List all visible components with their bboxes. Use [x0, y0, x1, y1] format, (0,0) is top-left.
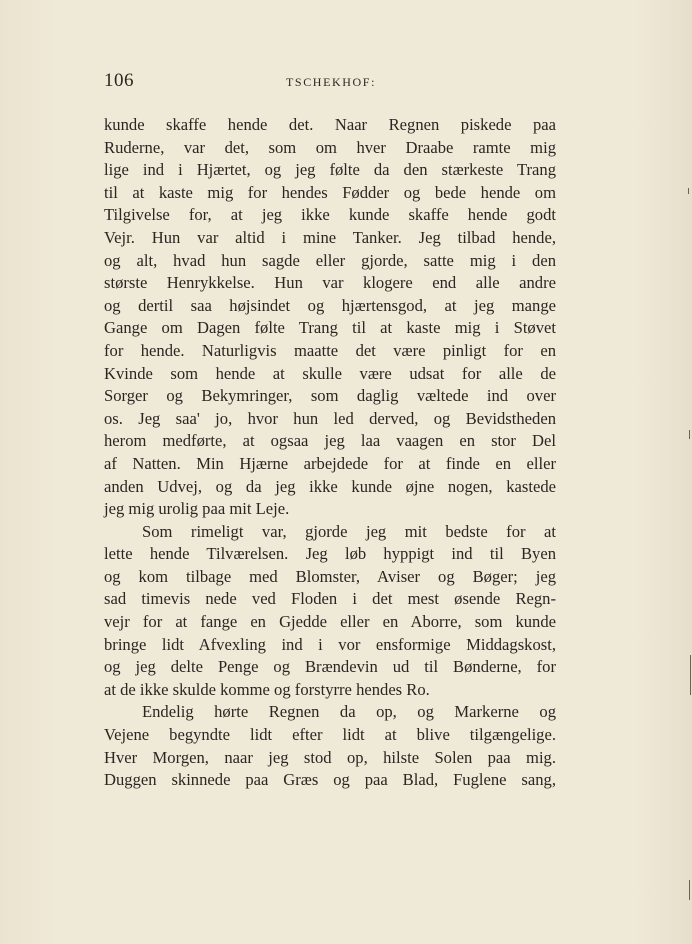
text-line: Tilgivelse for, at jeg ikke kunde skaffe hende godt — [104, 205, 556, 225]
text-line: anden Udvej, og da jeg ikke kunde øjne nogen, kastede — [104, 476, 556, 496]
text-line: kunde skaffe hende det. Naar Regnen piskede paa — [104, 115, 556, 134]
text-line: Sorger og Bekymringer, som daglig væltede ind over — [104, 386, 556, 406]
text-line: af Natten. Min Hjærne arbejdede for at finde en eller — [104, 453, 556, 473]
text-line: og alt, hvad hun sagde eller gjorde, satte mig i den — [104, 250, 556, 270]
scan-edge-mark — [688, 188, 689, 194]
scan-edge-mark — [689, 430, 690, 439]
page-header — [104, 70, 556, 100]
text-line: og kom tilbage med Blomster, Aviser og Bøger; jeg — [104, 566, 556, 586]
text-line: største Henrykkelse. Hun var klogere end alle andre — [104, 273, 556, 293]
text-line: til at kaste mig for hendes Fødder og bede hende om — [104, 182, 556, 202]
page-number: 106 — [104, 70, 134, 91]
text-line: lige ind i Hjærtet, og jeg følte da den stærkeste Trang — [104, 160, 556, 180]
body-text — [104, 114, 556, 792]
text-line: og jeg delte Penge og Brændevin ud til Bønderne, for — [104, 657, 556, 677]
text-line: Som rimeligt var, gjorde jeg mit bedste for at — [142, 521, 556, 541]
text-line: og dertil saa højsindet og hjærtensgod, at jeg mange — [104, 295, 556, 315]
text-line: Endelig hørte Regnen da op, og Markerne og — [142, 702, 556, 722]
text-line: Vejene begyndte lidt efter lidt at blive tilgængelige. — [104, 725, 556, 745]
text-line: bringe lidt Afvexling ind i vor ensformige Middagskost, — [104, 634, 556, 654]
text-line: Ruderne, var det, som om hver Draabe ramte mig — [104, 137, 556, 157]
text-line: Duggen skinnede paa Græs og paa Blad, Fuglene sang, — [104, 770, 556, 790]
scan-edge-mark — [689, 880, 690, 900]
text-line: Gange om Dagen følte Trang til at kaste mig i Støvet — [104, 318, 556, 338]
text-line: herom medførte, at ogsaa jeg laa vaagen en stor Del — [104, 431, 556, 451]
running-head: TSCHEKHOF: — [286, 75, 377, 89]
text-line: jeg mig urolig paa mit Leje. — [104, 499, 290, 519]
text-line: os. Jeg saa' jo, hvor hun led derved, og Bevidstheden — [104, 408, 556, 428]
text-line: vejr for at fange en Gjedde eller en Aborre, som kunde — [104, 612, 556, 632]
text-line: Hver Morgen, naar jeg stod op, hilste Solen paa mig. — [104, 747, 556, 767]
text-line: for hende. Naturligvis maatte det være pinligt for en — [104, 340, 556, 360]
text-line: at de ikke skulde komme og forstyrre hendes Ro. — [104, 679, 430, 699]
text-line: lette hende Tilværelsen. Jeg løb hyppigt ind til Byen — [104, 544, 556, 564]
text-line: Kvinde som hende at skulle være udsat for alle de — [104, 363, 556, 383]
scan-edge-mark — [690, 655, 691, 695]
text-line: Vejr. Hun var altid i mine Tanker. Jeg tilbad hende, — [104, 227, 556, 247]
text-line: sad timevis nede ved Floden i det mest øsende Regn- — [104, 589, 556, 609]
